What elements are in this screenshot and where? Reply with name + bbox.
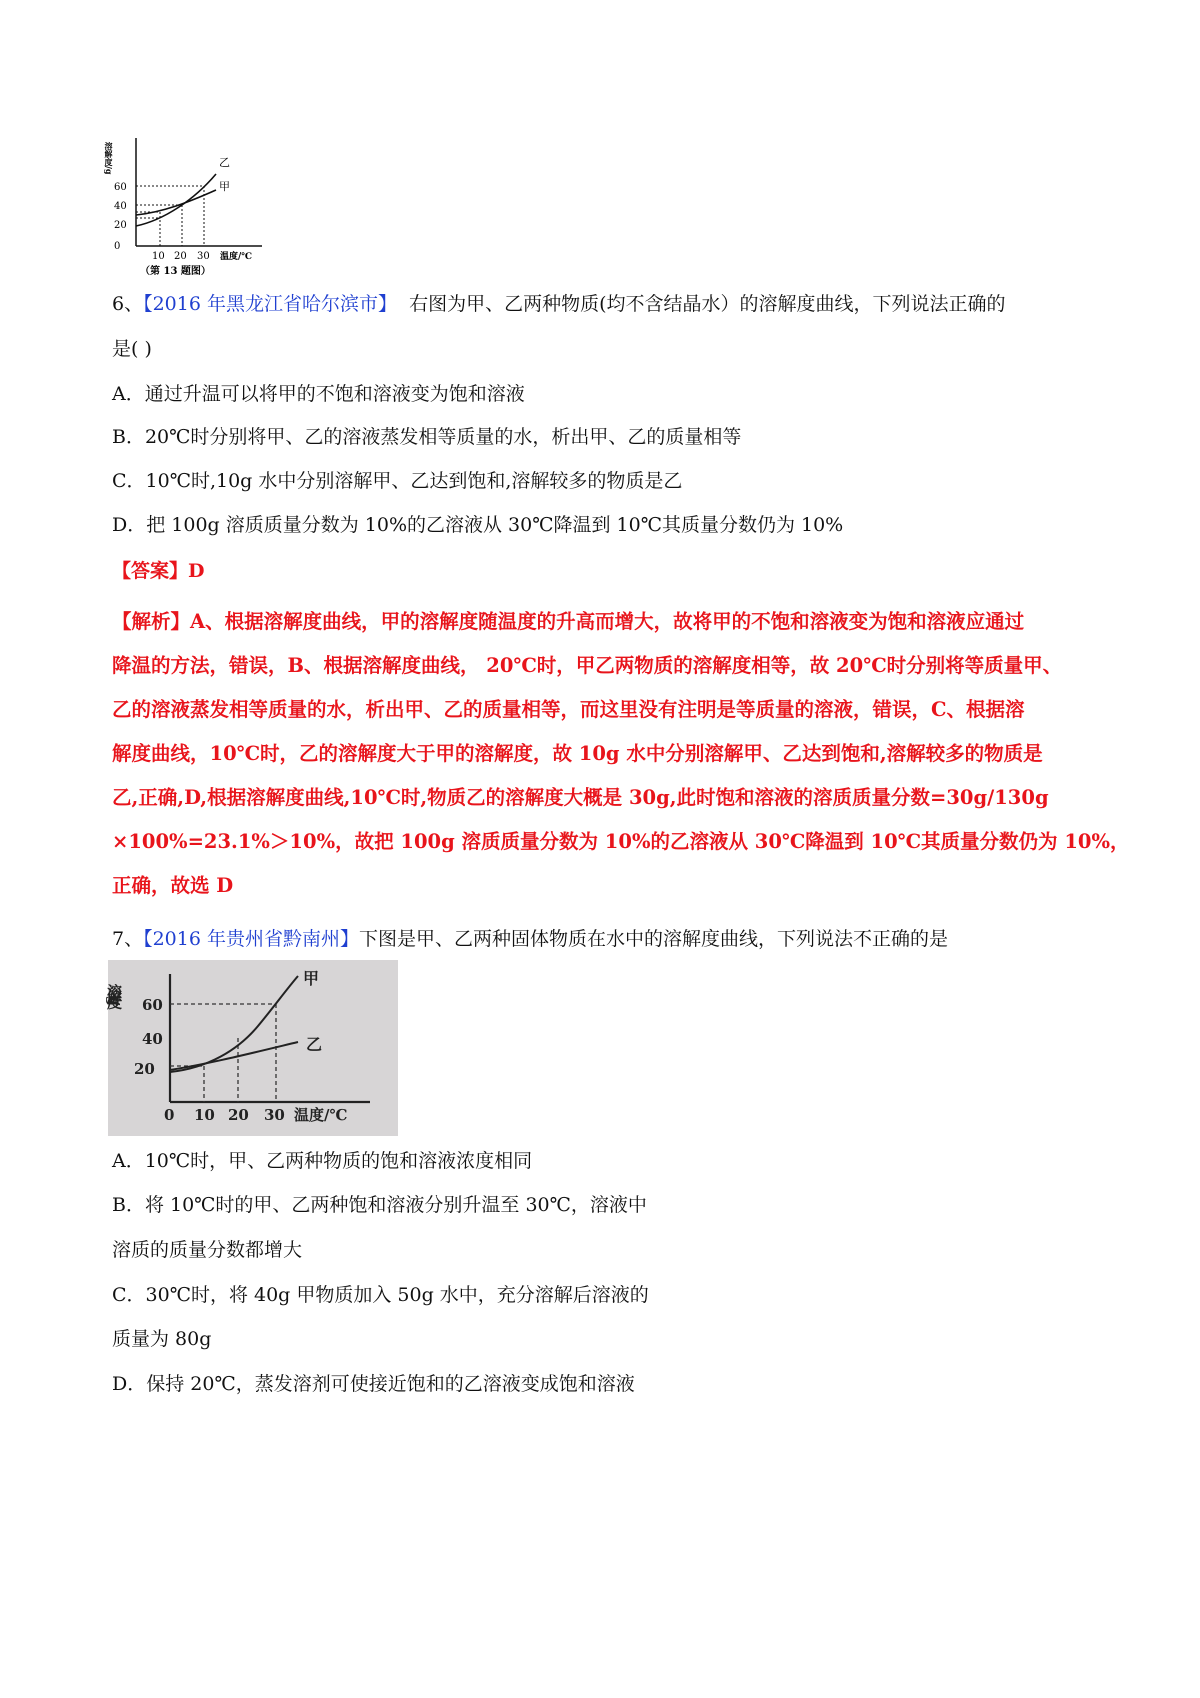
- q7-xlabel: 温度/℃: [294, 1106, 348, 1124]
- q6-option-d: D．把 100g 溶质质量分数为 10%的乙溶液从 30℃降温到 10℃其质量分数仍为 10%: [112, 514, 844, 536]
- q6-option-a: A．通过升温可以将甲的不饱和溶液变为饱和溶液: [112, 383, 525, 405]
- q6-stem-line1: [112, 291, 1006, 317]
- q5-label-yi: 乙: [219, 156, 230, 169]
- q7-option-b-line2: 溶质的质量分数都增大: [112, 1239, 303, 1261]
- q5-ytick-0: 0: [114, 241, 121, 252]
- q5-solubility-chart: [104, 128, 274, 280]
- q7-option-c-line2: 质量为 80g: [112, 1328, 212, 1350]
- q5-xlabel: 温度/℃: [220, 252, 253, 262]
- q7-number: 7、: [112, 928, 144, 950]
- q6-analysis-line: 正确，故选 D: [112, 874, 234, 897]
- q5-ytick-20: 20: [114, 220, 127, 231]
- q7-ytick-20: 20: [134, 1060, 155, 1078]
- q6-answer: 【答案】D: [112, 560, 205, 582]
- q6-source: 【2016 年黑龙江省哈尔滨市】: [143, 293, 397, 315]
- q7-ytick-40: 40: [142, 1030, 163, 1048]
- q6-analysis-line: 【解析】A、根据溶解度曲线，甲的溶解度随温度的升高而增大，故将甲的不饱和溶液变为饱和溶液应通过: [112, 610, 1025, 633]
- q5-xtick-30: 30: [197, 251, 210, 262]
- q7-ylabel: 溶解度/g: [105, 984, 123, 1010]
- q7-ytick-60: 60: [142, 996, 163, 1014]
- q7-curve-yi: [170, 1042, 298, 1070]
- q6-option-c: C．10℃时,10g 水中分别溶解甲、乙达到饱和,溶解较多的物质是乙: [112, 470, 683, 492]
- q7-xtick-0: 0: [164, 1106, 175, 1124]
- q5-ytick-60: 60: [114, 182, 127, 193]
- q6-analysis-line: 降温的方法，错误，B、根据溶解度曲线， 20℃时，甲乙两物质的溶解度相等，故 20℃时分别将等质量甲、: [112, 654, 1063, 677]
- q7-option-d: D．保持 20℃，蒸发溶剂可使接近饱和的乙溶液变成饱和溶液: [112, 1373, 635, 1395]
- q7-label-yi: 乙: [306, 1035, 323, 1054]
- q7-xtick-20: 20: [228, 1106, 249, 1124]
- q7-label-jia: 甲: [303, 969, 320, 988]
- q6-analysis-line: 乙的溶液蒸发相等质量的水，析出甲、乙的质量相等，而这里没有注明是等质量的溶液，错误，C、根据溶: [112, 698, 1025, 721]
- q7-xtick-10: 10: [194, 1106, 215, 1124]
- q6-option-b: B．20℃时分别将甲、乙的溶液蒸发相等质量的水，析出甲、乙的质量相等: [112, 426, 742, 448]
- q7-xtick-30: 30: [264, 1106, 285, 1124]
- q7-solubility-chart: [105, 960, 398, 1136]
- q7-stem-text: 下图是甲、乙两种固体物质在水中的溶解度曲线，下列说法不正确的是: [359, 928, 949, 950]
- q6-analysis-line: ×100%=23.1%＞10%，故把 100g 溶质质量分数为 10%的乙溶液从 30℃降温到 10℃其质量分数仍为 10%，: [112, 830, 1130, 853]
- q7-option-c-line1: C．30℃时，将 40g 甲物质加入 50g 水中，充分溶解后溶液的: [112, 1284, 649, 1306]
- q5-ytick-40: 40: [114, 201, 127, 212]
- q5-chart-svg: [104, 128, 274, 280]
- q7-stem: [112, 926, 948, 952]
- q5-label-jia: 甲: [219, 180, 230, 193]
- q5-xtick-10: 10: [152, 251, 165, 262]
- q7-option-b-line1: B．将 10℃时的甲、乙两种饱和溶液分别升温至 30℃，溶液中: [112, 1194, 647, 1216]
- q5-caption: （第 13 题图）: [140, 266, 211, 277]
- q6-stem-line2: 是( ): [112, 338, 152, 360]
- q5-ylabel: 溶解度/g: [104, 142, 114, 175]
- q5-xtick-20: 20: [174, 251, 187, 262]
- q6-number: 6、: [112, 293, 144, 315]
- q7-chart-svg: [105, 960, 398, 1136]
- q6-analysis-line: 解度曲线，10℃时，乙的溶解度大于甲的溶解度，故 10g 水中分别溶解甲、乙达到饱和,溶解较多的物质是: [112, 742, 1043, 765]
- q7-source: 【2016 年贵州省黔南州】: [143, 928, 359, 950]
- q6-analysis-line: 乙,正确,D,根据溶解度曲线,10℃时,物质乙的溶解度大概是 30g,此时饱和溶液的溶质质量分数=30g/130g: [112, 786, 1049, 809]
- q6-stem-text: 右图为甲、乙两种物质(均不含结晶水）的溶解度曲线，下列说法正确的: [409, 293, 1006, 315]
- q7-option-a: A．10℃时，甲、乙两种物质的饱和溶液浓度相同: [112, 1150, 533, 1172]
